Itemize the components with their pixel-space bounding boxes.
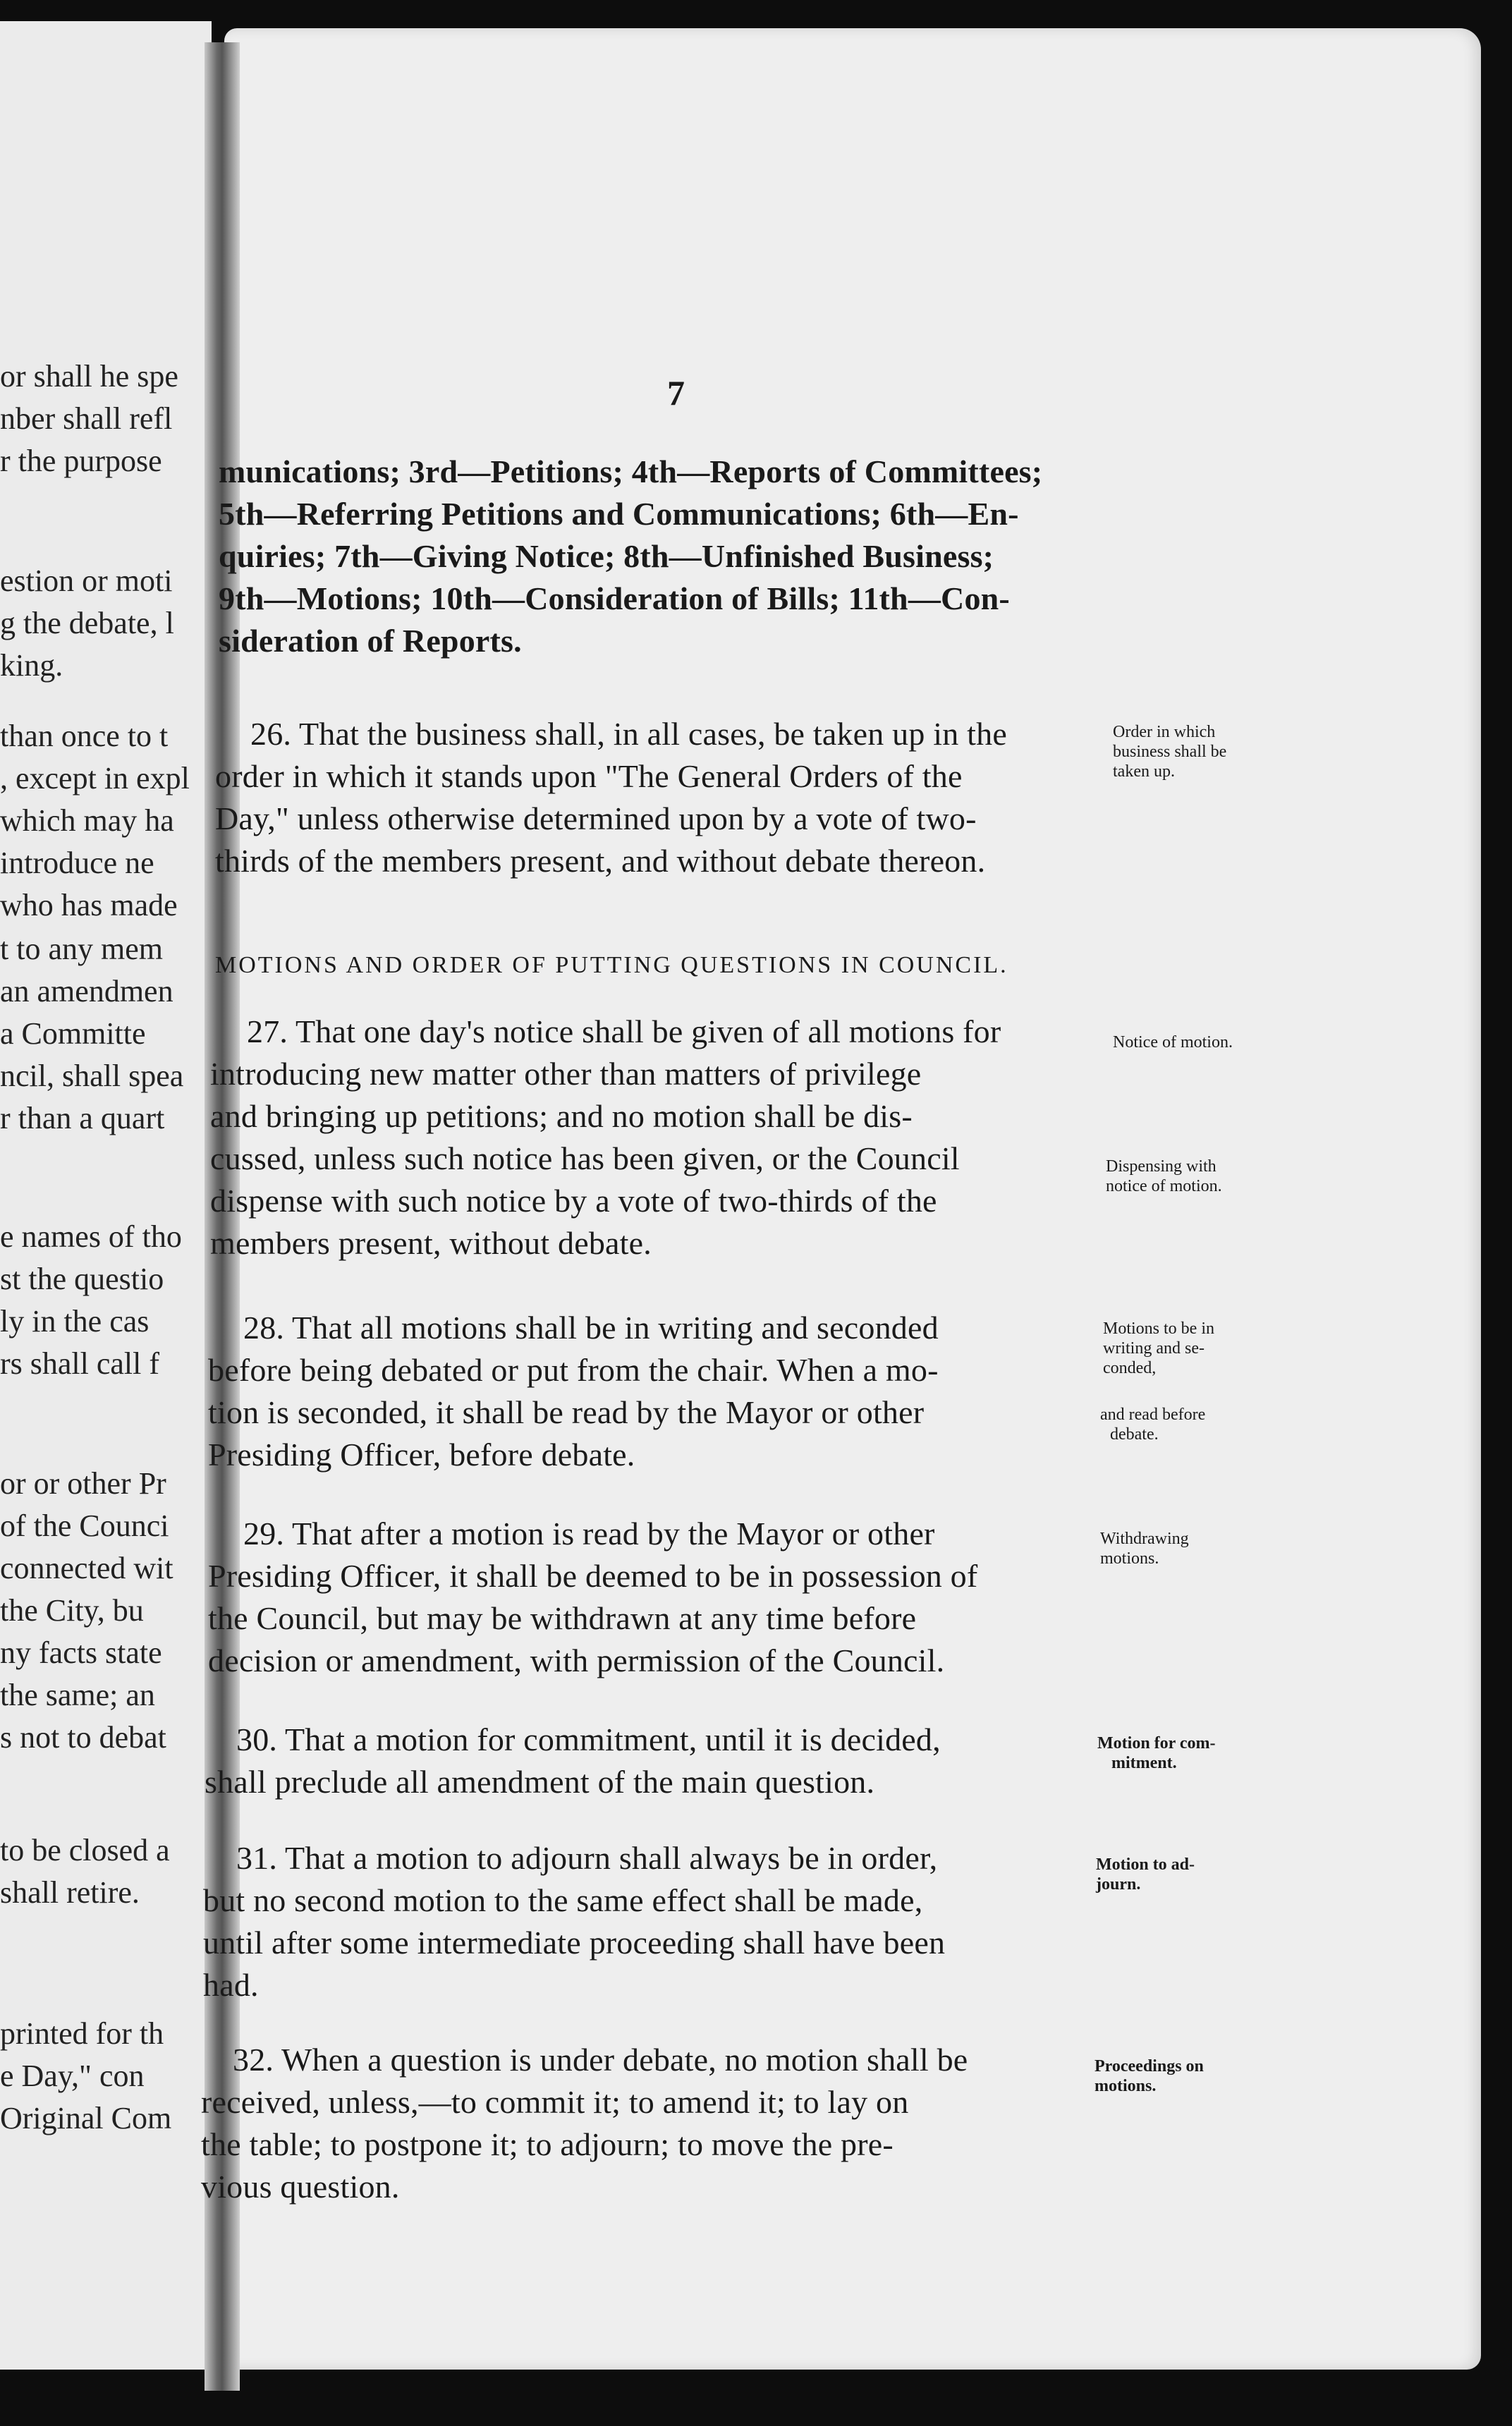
body-line: and bringing up petitions; and no motion shall be dis- — [210, 1098, 913, 1134]
body-line: tion is seconded, it shall be read by the Mayor or other — [208, 1394, 925, 1430]
page-number: 7 — [667, 373, 685, 413]
margin-note-dispensing-notice: Dispensing with notice of motion. — [1106, 1157, 1222, 1195]
body-line: decision or amendment, with permission of the Council. — [208, 1642, 945, 1678]
margin-note-proceedings-on-motions: Proceedings on motions. — [1095, 2057, 1204, 2095]
body-line: 9th—Motions; 10th—Consideration of Bills; 11th—Con- — [219, 580, 1010, 616]
body-line: 26. That the business shall, in all cases, be taken up in the — [250, 716, 1007, 752]
left-page-line: introduce ne — [0, 846, 154, 880]
left-page-line: g the debate, l — [0, 606, 174, 640]
left-facing-page — [0, 21, 212, 2370]
left-page-line: who has made — [0, 888, 178, 922]
left-page-line: printed for th — [0, 2016, 164, 2051]
left-page-line: an amendmen — [0, 974, 173, 1008]
body-line: thirds of the members present, and without debate thereon. — [215, 843, 986, 879]
left-page-line: e names of tho — [0, 1219, 182, 1254]
body-line: 29. That after a motion is read by the Mayor or other — [243, 1516, 935, 1552]
left-page-line: king. — [0, 648, 63, 683]
body-line: 28. That all motions shall be in writing and seconded — [243, 1310, 939, 1346]
margin-note-read-before-debate: and read before debate. — [1100, 1406, 1206, 1444]
body-line: shall preclude all amendment of the main question. — [205, 1764, 875, 1800]
left-page-line: or or other Pr — [0, 1466, 166, 1501]
left-page-line: the same; an — [0, 1678, 155, 1712]
left-page-line: e Day," con — [0, 2059, 145, 2093]
body-line: 30. That a motion for commitment, until it is decided, — [236, 1721, 941, 1757]
left-page-line: than once to t — [0, 719, 169, 753]
body-line: until after some intermediate proceeding shall have been — [203, 1925, 946, 1961]
margin-note-order-of-business: Order in which business shall be taken up. — [1113, 723, 1227, 781]
left-page-line: r than a quart — [0, 1101, 165, 1135]
body-line: 5th—Referring Petitions and Communications; 6th—En- — [219, 496, 1019, 532]
body-line: Day," unless otherwise determined upon by a vote of two- — [215, 800, 977, 836]
left-page-line: nber shall refl — [0, 401, 173, 436]
left-page-line: which may ha — [0, 803, 174, 838]
body-line: sideration of Reports. — [219, 623, 522, 659]
body-line: but no second motion to the same effect shall be made, — [203, 1882, 923, 1918]
body-line: 31. That a motion to adjourn shall always be in order, — [236, 1840, 938, 1876]
body-line: received, unless,—to commit it; to amend it; to lay on — [201, 2084, 909, 2120]
body-line: the Council, but may be withdrawn at any time before — [208, 1600, 917, 1636]
body-line: Presiding Officer, before debate. — [208, 1437, 635, 1473]
body-line: dispense with such notice by a vote of two-thirds of the — [210, 1183, 937, 1219]
left-page-line: ny facts state — [0, 1635, 162, 1670]
body-line: had. — [203, 1967, 259, 2003]
body-line: cussed, unless such notice has been given, or the Council — [210, 1140, 960, 1176]
body-line: munications; 3rd—Petitions; 4th—Reports of Committees; — [219, 453, 1043, 489]
left-page-line: ly in the cas — [0, 1304, 150, 1339]
body-line: quiries; 7th—Giving Notice; 8th—Unfinished Business; — [219, 538, 994, 574]
left-page-line: connected wit — [0, 1551, 173, 1585]
section-heading: MOTIONS AND ORDER OF PUTTING QUESTIONS IN COUNCIL. — [215, 952, 1008, 978]
body-line: 32. When a question is under debate, no motion shall be — [233, 2042, 968, 2078]
body-line: the table; to postpone it; to adjourn; to move the pre- — [201, 2126, 894, 2162]
left-page-line: rs shall call f — [0, 1346, 160, 1381]
left-page-line: t to any mem — [0, 932, 163, 966]
left-page-line: estion or moti — [0, 563, 173, 598]
body-line: vious question. — [201, 2169, 400, 2205]
body-line: order in which it stands upon "The General Orders of the — [215, 758, 963, 794]
body-line: before being debated or put from the chair. When a mo- — [208, 1352, 939, 1388]
left-page-line: to be closed a — [0, 1833, 170, 1867]
left-page-line: s not to debat — [0, 1720, 166, 1755]
body-line: Presiding Officer, it shall be deemed to be in possession of — [208, 1558, 978, 1594]
body-line: 27. That one day's notice shall be given of all motions for — [247, 1013, 1001, 1049]
left-page-line: st the questio — [0, 1262, 164, 1296]
left-page-line: r the purpose — [0, 444, 162, 478]
margin-note-notice-of-motion: Notice of motion. — [1113, 1033, 1233, 1052]
body-line: introducing new matter other than matters of privilege — [210, 1056, 922, 1092]
left-page-line: shall retire. — [0, 1875, 140, 1910]
body-line: members present, without debate. — [210, 1225, 652, 1261]
left-page-line: a Committe — [0, 1016, 146, 1051]
left-page-line: the City, bu — [0, 1593, 144, 1628]
left-page-line: ncil, shall spea — [0, 1059, 184, 1093]
margin-note-motion-for-commitment: Motion for com- mitment. — [1097, 1734, 1216, 1772]
left-page-line: of the Counci — [0, 1508, 169, 1543]
left-page-line: Original Com — [0, 2101, 172, 2135]
margin-note-motion-to-adjourn: Motion to ad- journ. — [1096, 1855, 1195, 1894]
margin-note-withdrawing-motions: Withdrawing motions. — [1100, 1530, 1189, 1568]
margin-note-motions-in-writing: Motions to be in writing and se- conded, — [1103, 1319, 1215, 1377]
left-page-line: , except in expl — [0, 761, 190, 796]
left-page-line: or shall he spe — [0, 359, 178, 394]
